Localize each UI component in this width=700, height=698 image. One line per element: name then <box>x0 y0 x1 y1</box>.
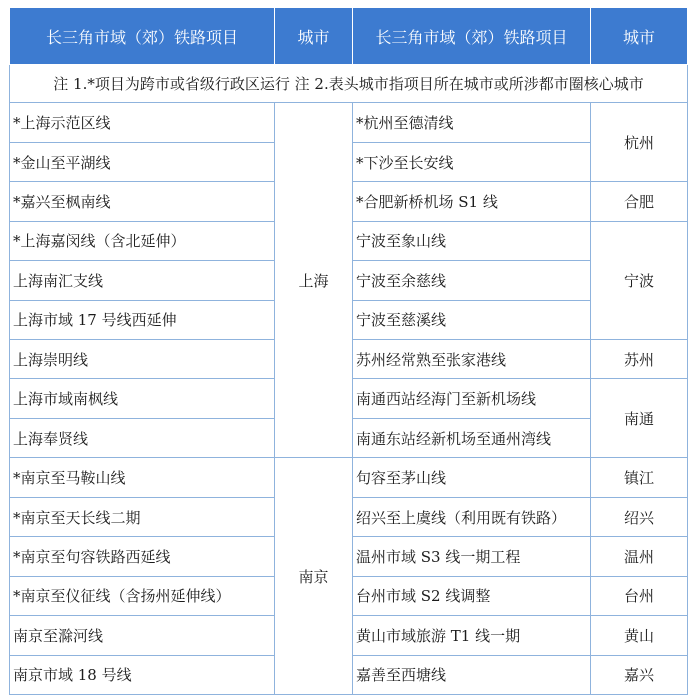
header-city-right: 城市 <box>591 8 688 65</box>
left-project: *南京至天长线二期 <box>10 497 275 536</box>
right-project: 黄山市域旅游 T1 线一期 <box>353 616 591 655</box>
table-note: 注 1.*项目为跨市或省级行政区运行 注 2.表头城市指项目所在城市或所涉都市圈核心城市 <box>10 65 688 103</box>
right-project: 台州市域 S2 线调整 <box>353 576 591 615</box>
right-city-cell: 嘉兴 <box>591 655 688 694</box>
left-project: *南京至仪征线（含扬州延伸线） <box>10 576 275 615</box>
right-city-cell: 杭州 <box>591 103 688 182</box>
right-project: *下沙至长安线 <box>353 142 591 181</box>
left-project: 上海奉贤线 <box>10 418 275 457</box>
right-city-cell: 绍兴 <box>591 497 688 536</box>
right-city-cell: 苏州 <box>591 340 688 379</box>
left-city-cell: 上海 <box>275 103 353 458</box>
header-city-left: 城市 <box>275 8 353 65</box>
right-city-cell: 南通 <box>591 379 688 458</box>
right-city-cell: 合肥 <box>591 182 688 221</box>
right-city-cell: 宁波 <box>591 221 688 339</box>
right-project: *杭州至德清线 <box>353 103 591 142</box>
left-project: *嘉兴至枫南线 <box>10 182 275 221</box>
right-project: 嘉善至西塘线 <box>353 655 591 694</box>
right-project: 绍兴至上虞线（利用既有铁路） <box>353 497 591 536</box>
right-project: 南通西站经海门至新机场线 <box>353 379 591 418</box>
right-project: 宁波至象山线 <box>353 221 591 260</box>
left-project: 上海崇明线 <box>10 340 275 379</box>
left-project: *金山至平湖线 <box>10 142 275 181</box>
header-project-left: 长三角市域（郊）铁路项目 <box>10 8 275 65</box>
right-project: 宁波至慈溪线 <box>353 300 591 339</box>
left-project: *上海示范区线 <box>10 103 275 142</box>
left-project: 南京市域 18 号线 <box>10 655 275 694</box>
right-city-cell: 台州 <box>591 576 688 615</box>
right-city-cell: 温州 <box>591 537 688 576</box>
table-row <box>10 458 688 497</box>
railway-projects-table <box>9 7 688 695</box>
left-project: 上海市域 17 号线西延伸 <box>10 300 275 339</box>
left-project: 南京至滁河线 <box>10 616 275 655</box>
right-project: 宁波至余慈线 <box>353 261 591 300</box>
left-project: *南京至马鞍山线 <box>10 458 275 497</box>
right-city-cell: 黄山 <box>591 616 688 655</box>
left-project: *上海嘉闵线（含北延伸） <box>10 221 275 260</box>
right-project: 南通东站经新机场至通州湾线 <box>353 418 591 457</box>
left-project: 上海南汇支线 <box>10 261 275 300</box>
right-project: *合肥新桥机场 S1 线 <box>353 182 591 221</box>
header-project-right: 长三角市域（郊）铁路项目 <box>353 8 591 65</box>
left-city-cell: 南京 <box>275 458 353 695</box>
right-city-cell: 镇江 <box>591 458 688 497</box>
right-project: 苏州经常熟至张家港线 <box>353 340 591 379</box>
right-project: 温州市域 S3 线一期工程 <box>353 537 591 576</box>
table-row <box>10 103 688 142</box>
right-project: 句容至茅山线 <box>353 458 591 497</box>
left-project: 上海市域南枫线 <box>10 379 275 418</box>
note-row <box>10 65 688 103</box>
header-row <box>10 8 688 65</box>
left-project: *南京至句容铁路西延线 <box>10 537 275 576</box>
